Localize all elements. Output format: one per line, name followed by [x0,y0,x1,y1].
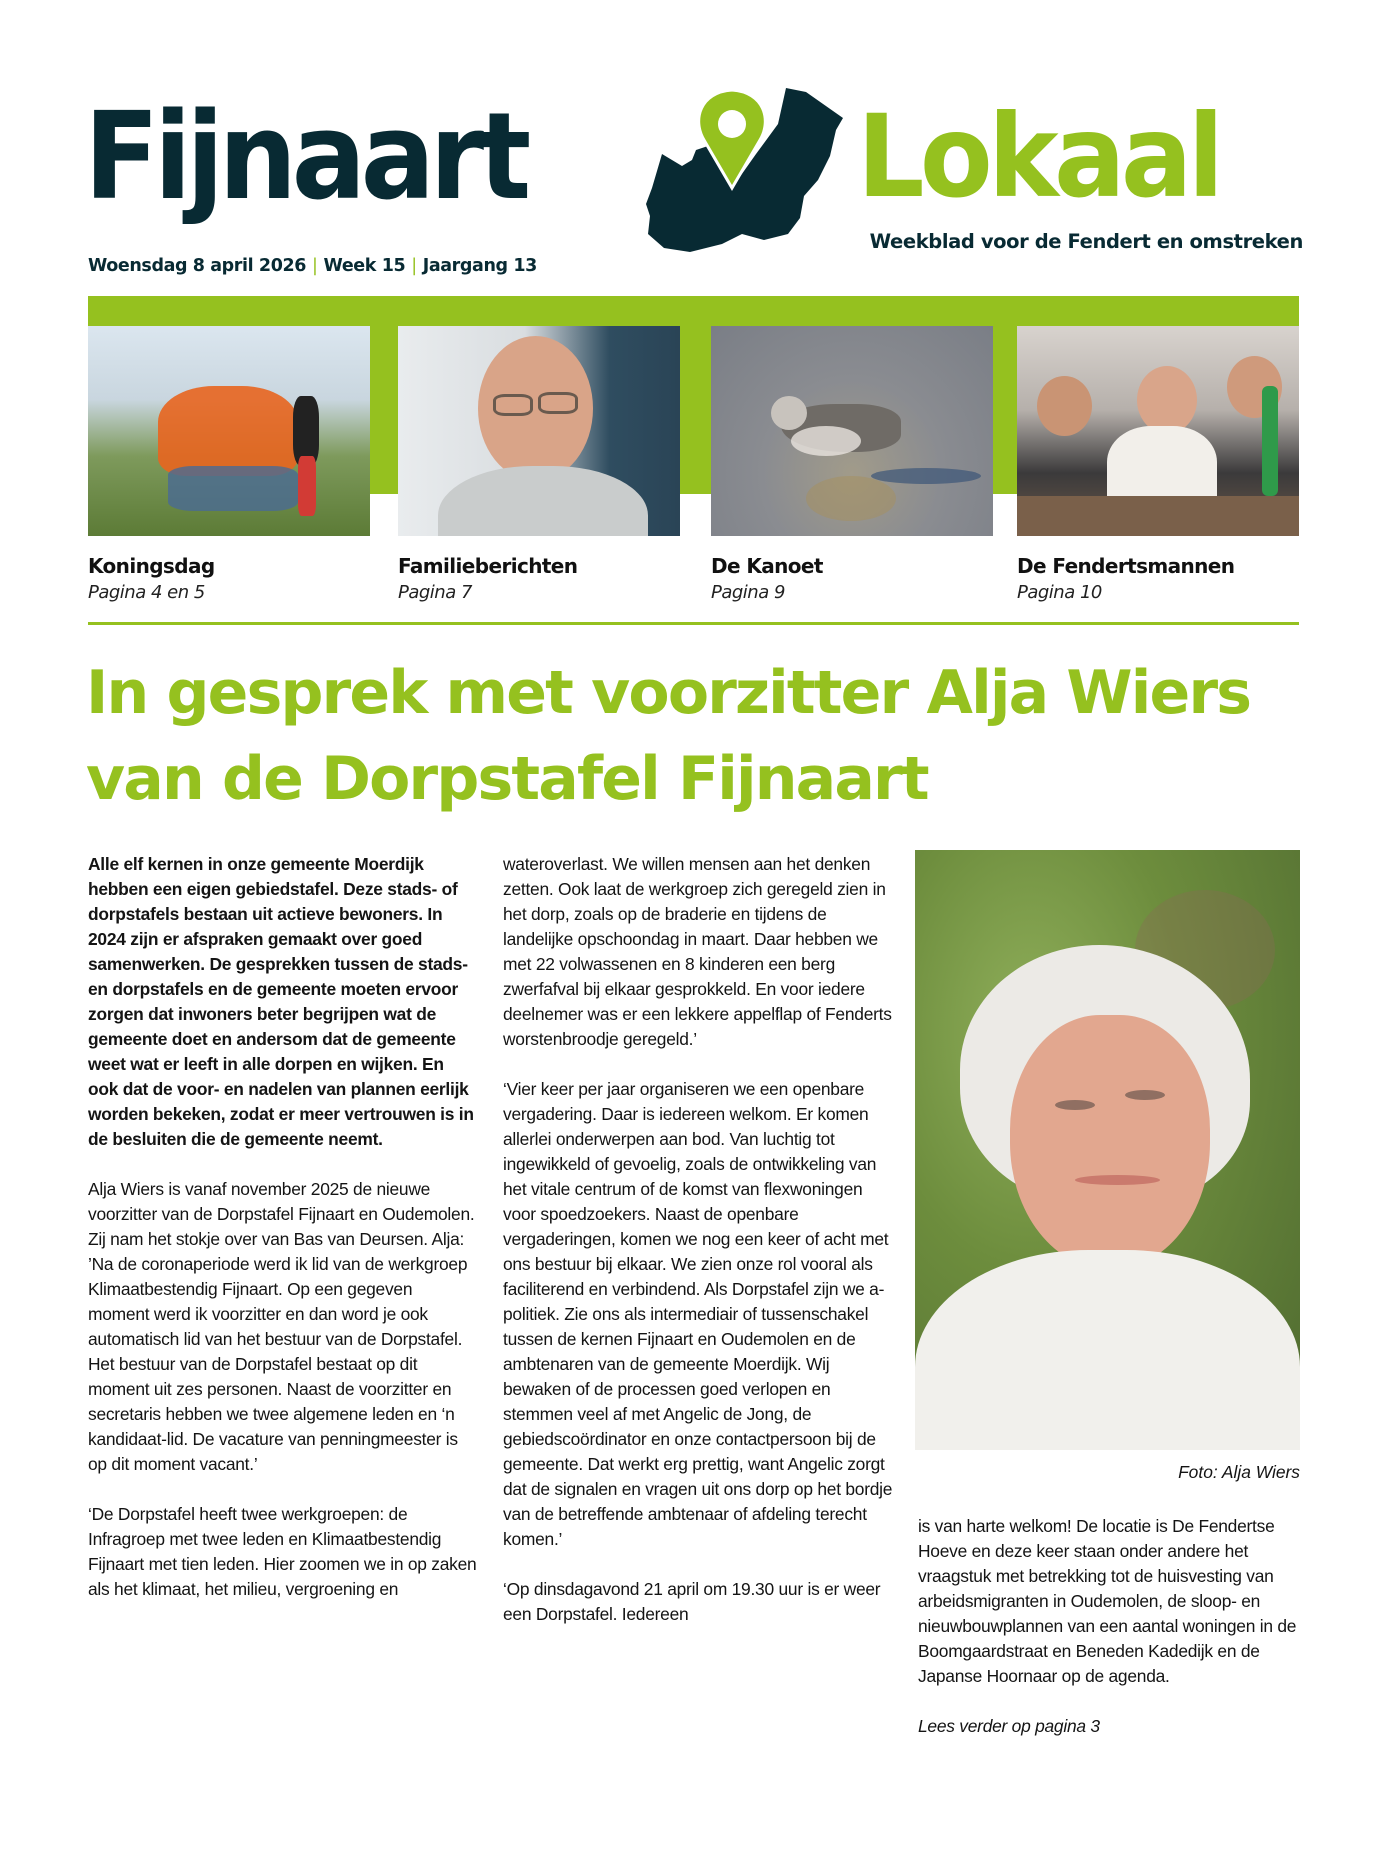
shorebird-photo [711,326,993,536]
masthead-tagline: Weekblad voor de Fendert en omstreken [869,230,1303,253]
separator: | [312,256,318,276]
map-pin-icon [638,84,850,259]
issue-date: Woensdag 8 april 2026 [88,256,307,276]
article-paragraph: ‘Vier keer per jaar organiseren we een openbare vergadering. Daar is iedereen welkom. Er komen allerlei onderwerpen aan bod. Van luchtig tot ingewikkeld of gevoelig, zoals de ontwikkeling van het vitale centrum of de komst van flexwoningen voor spoedzoekers. Naast de openbare vergaderingen, komen we nog een keer of acht met ons bestuur bij elkaar. We zien onze rol vooral als faciliterend en verbindend. Als Dorpstafel zijn we a-politiek. Zie ons als intermediair of tussenschakel tussen de kernen Fijnaart en Oudemolen en de ambtenaren van de gemeente Moerdijk. Wij bewaken of de processen goed verlopen en stemmen veel af met Angelic de Jong, de gebiedscoördinator en onze contactpersoon bij de gemeente. Dat werkt erg prettig, want Angelic zorgt dat de signalen en vragen uit ons dorp op het bordje van de betreffende ambtenaar of afdeling terecht komen.’ [503,1079,893,1549]
teaser-page-ref: Pagina 4 en 5 [88,582,205,603]
article-column-1 [88,852,478,1627]
three-men-at-bar-photo [1017,326,1299,536]
article-column-2 [503,852,893,1652]
masthead-title-fijnaart: Fijnaart [84,88,526,227]
teaser-title: De Fendertsmannen [1017,554,1235,578]
article-paragraph: ‘Op dinsdagavond 21 april om 19.30 uur is er weer een Dorpstafel. Iedereen [503,1579,881,1624]
teaser-de-kanoet[interactable] [711,326,993,603]
masthead-title-lokaal: Lokaal [857,90,1220,223]
photo-credit: Foto: Alja Wiers [1178,1462,1300,1482]
man-with-glasses-photo [398,326,680,536]
teaser-title: Koningsdag [88,554,215,578]
issue-volume: Jaargang 13 [422,256,537,276]
article-paragraph: wateroverlast. We willen mensen aan het denken zetten. Ook laat de werkgroep zich geregeld zien in het dorp, zoals op de braderie en tijdens de landelijke opschoondag in maart. Daar hebben we met 22 volwassenen en 8 kinderen een berg zwerfafval bij elkaar gesprokkeld. En voor iedere deelnemer was er een lekkere appelflap of Fenderts worstenbroodje geregeld.’ [503,854,892,1049]
continued-on-page-link[interactable]: Lees verder op pagina 3 [918,1716,1100,1736]
teaser-koningsdag[interactable] [88,326,370,603]
article-column-3 [918,1514,1308,1764]
issue-week: Week 15 [323,256,406,276]
teaser-familieberichten[interactable] [398,326,680,603]
alja-wiers-portrait-photo [915,850,1300,1450]
issue-info [88,256,537,276]
teaser-page-ref: Pagina 9 [711,582,785,603]
article-paragraph: ‘De Dorpstafel heeft twee werkgroepen: de Infragroep met twee leden en Klimaatbestendig Fijnaart met tien leden. Hier zoomen we in op zaken als het klimaat, het milieu, vergroening en [88,1504,477,1599]
article-headline: In gesprek met voorzitter Alja Wiers van de Dorpstafel Fijnaart [86,658,1251,814]
article-paragraph: is van harte welkom! De locatie is De Fendertse Hoeve en deze keer staan onder andere het vraagstuk met betrekking tot de huisvesting van arbeidsmigranten in Oudemolen, de sloop- en nieuwbouwplannen van een aantal woningen in de Boomgaardstraat en Beneden Kadedijk en de Japanse Hoornaar op de agenda. [918,1516,1297,1686]
teaser-de-fendertsmannen[interactable] [1017,326,1299,603]
article-paragraph: Alja Wiers is vanaf november 2025 de nieuwe voorzitter van de Dorpstafel Fijnaart en Oudemolen. Zij nam het stokje over van Bas van Deursen. Alja: ’Na de coronaperiode werd ik lid van de werkgroep Klimaatbestendig Fijnaart. Op een gegeven moment werd ik voorzitter en dan word je ook automatisch lid van het bestuur van de Dorpstafel. Het bestuur van de Dorpstafel bestaat op dit moment uit zes personen. Naast de voorzitter en secretaris hebben we twee algemene leden en ‘n kandidaat-lid. De vacature van penningmeester is op dit moment vacant.’ [88,1179,475,1474]
separator: | [411,256,417,276]
teaser-title: Familieberichten [398,554,578,578]
teaser-page-ref: Pagina 7 [398,582,472,603]
green-band [88,296,1299,326]
group-in-orange-photo [88,326,370,536]
teaser-title: De Kanoet [711,554,823,578]
section-divider [88,622,1299,625]
pin-hole [718,110,746,138]
article-lede: Alle elf kernen in onze gemeente Moerdijk hebben een eigen gebiedstafel. Deze stads- of dorpstafels bestaan uit actieve bewoners. In 2024 zijn er afspraken gemaakt over goed samenwerken. De gesprekken tussen de stads- en dorpstafels en de gemeente moeten ervoor zorgen dat inwoners beter begrijpen wat de gemeente doet en andersom dat de gemeente weet wat er leeft in alle dorpen en wijken. En ook dat de voor- en nadelen van plannen eerlijk worden bekeken, zodat er meer vertrouwen is in de besluiten die de gemeente neemt. [88,854,474,1149]
teaser-page-ref: Pagina 10 [1017,582,1102,603]
